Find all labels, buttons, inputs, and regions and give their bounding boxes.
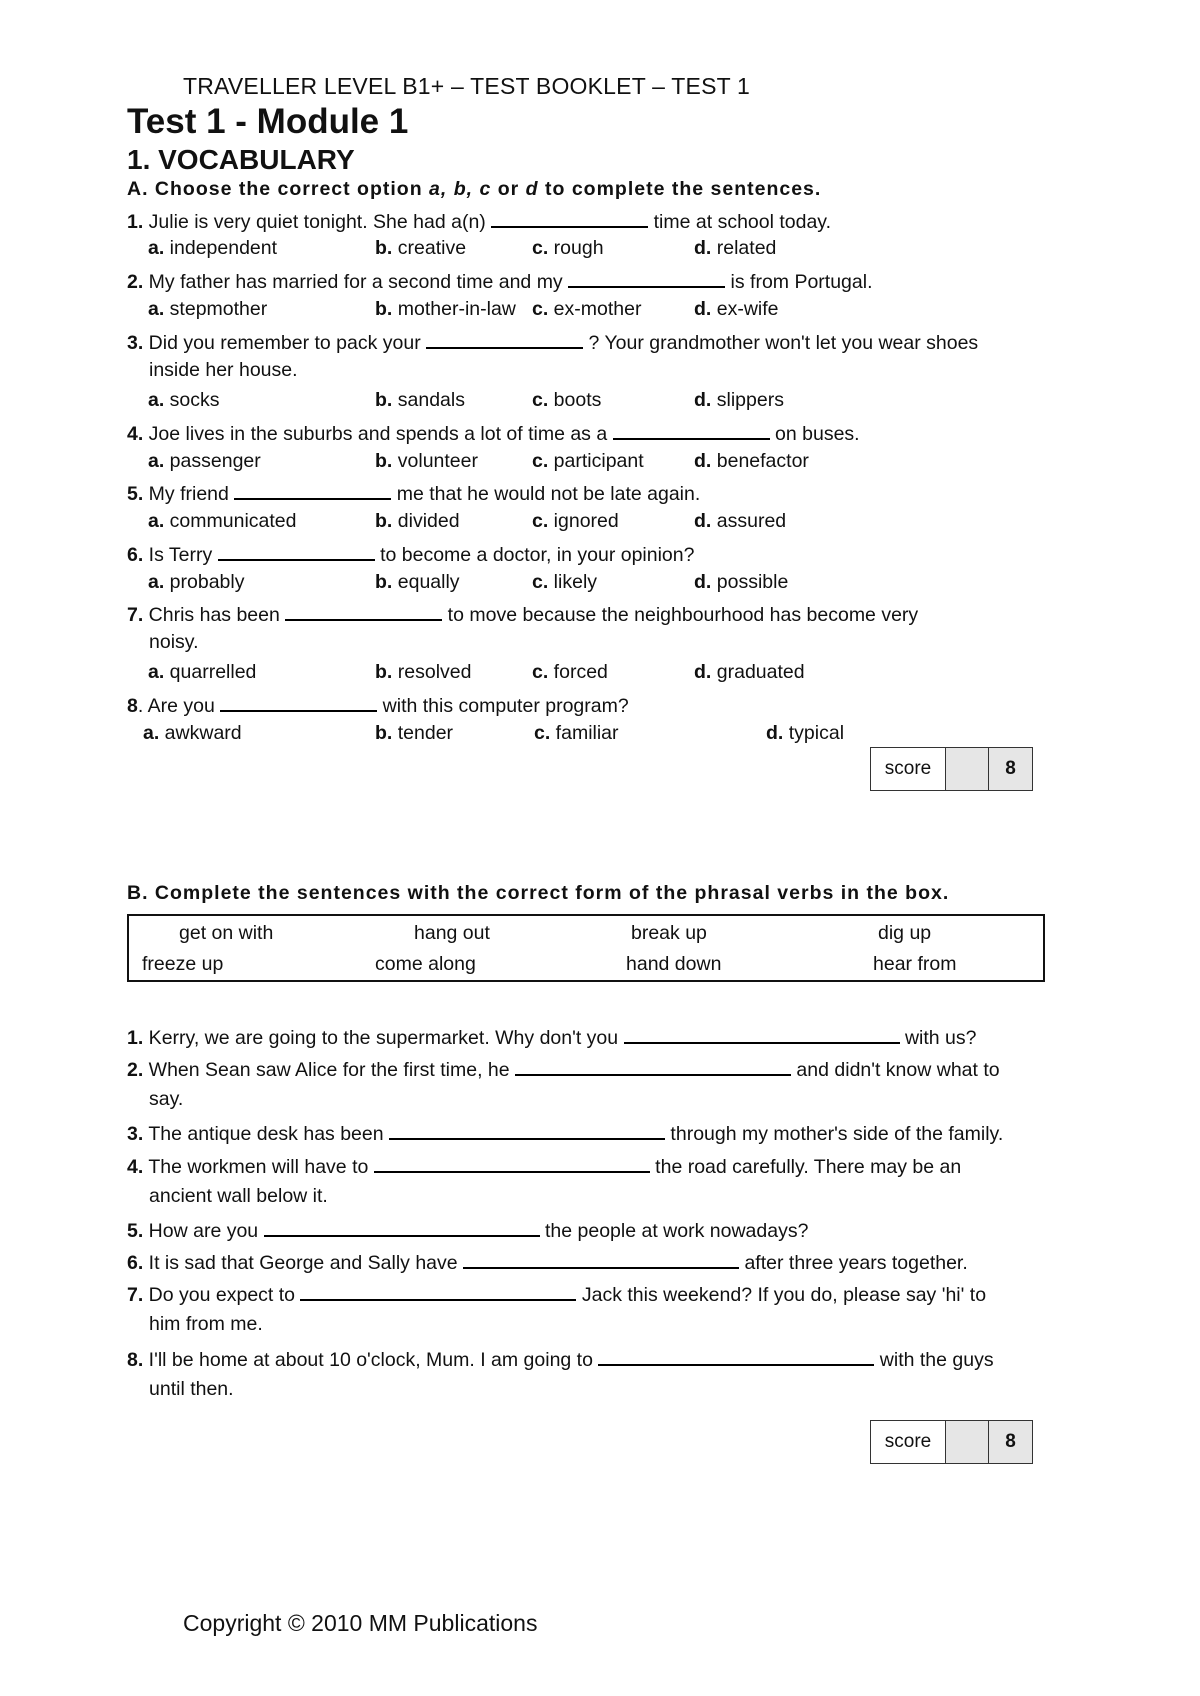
sentence-text-before: How are you bbox=[143, 1220, 264, 1242]
answer-blank[interactable] bbox=[613, 420, 770, 440]
sentence-2 bbox=[127, 1056, 1000, 1082]
option-letter: b. bbox=[375, 237, 393, 259]
sentence-number: 8. bbox=[127, 1349, 144, 1371]
answer-blank[interactable] bbox=[374, 1153, 650, 1173]
option-letter: c. bbox=[532, 237, 549, 259]
option-text: ex-wife bbox=[711, 298, 779, 320]
sentence-7 bbox=[127, 1281, 986, 1307]
option-text: tender bbox=[392, 722, 454, 744]
question-text-after: is from Portugal. bbox=[725, 271, 873, 293]
box-item: break up bbox=[631, 922, 707, 944]
option-c[interactable] bbox=[532, 571, 597, 594]
page-title: Test 1 - Module 1 bbox=[127, 102, 409, 141]
option-text: possible bbox=[711, 571, 789, 593]
box-item: hear from bbox=[873, 953, 957, 975]
sentence-number: 7. bbox=[127, 1284, 144, 1306]
question-text-before: Is Terry bbox=[143, 544, 218, 566]
option-text: independent bbox=[164, 237, 278, 259]
question-continuation: inside her house. bbox=[149, 359, 298, 381]
question-4 bbox=[127, 420, 860, 446]
option-text: familiar bbox=[550, 722, 619, 744]
sentence-text-after: with the guys bbox=[874, 1349, 994, 1371]
option-b[interactable] bbox=[375, 661, 471, 684]
answer-blank[interactable] bbox=[300, 1281, 576, 1301]
sentence-text-before: I'll be home at about 10 o'clock, Mum. I am going to bbox=[143, 1349, 599, 1371]
option-letter: b. bbox=[375, 661, 393, 683]
question-5 bbox=[127, 480, 700, 506]
box-item: dig up bbox=[878, 922, 932, 944]
section-heading: 1. VOCABULARY bbox=[127, 144, 355, 175]
option-d[interactable] bbox=[694, 389, 784, 412]
option-letter: d. bbox=[694, 661, 712, 683]
option-text: mother-in-law bbox=[392, 298, 516, 320]
option-c[interactable] bbox=[532, 389, 601, 412]
option-text: resolved bbox=[392, 661, 472, 683]
question-text-after: to become a doctor, in your opinion? bbox=[374, 544, 695, 566]
sentence-continuation: him from me. bbox=[149, 1313, 263, 1335]
option-c[interactable] bbox=[532, 510, 619, 533]
sentence-continuation: say. bbox=[149, 1088, 184, 1110]
option-a[interactable] bbox=[148, 450, 261, 473]
score-label: score bbox=[871, 1421, 946, 1463]
option-text: socks bbox=[164, 389, 220, 411]
option-b[interactable] bbox=[375, 510, 460, 533]
box-item: come along bbox=[375, 953, 476, 975]
sentence-text-after: after three years together. bbox=[739, 1252, 968, 1274]
box-item: get on with bbox=[179, 922, 274, 944]
sentence-text-after: through my mother's side of the family. bbox=[665, 1123, 1004, 1145]
option-b[interactable] bbox=[375, 571, 460, 594]
option-b[interactable] bbox=[375, 298, 516, 321]
option-a[interactable] bbox=[148, 661, 256, 684]
option-c[interactable] bbox=[532, 661, 608, 684]
option-text: rough bbox=[548, 237, 604, 259]
option-letter: a. bbox=[148, 298, 165, 320]
option-c[interactable] bbox=[532, 298, 641, 321]
option-c[interactable] bbox=[532, 237, 604, 260]
option-text: quarrelled bbox=[164, 661, 257, 683]
sentence-8 bbox=[127, 1346, 994, 1372]
sentence-text-before: It is sad that George and Sally have bbox=[143, 1252, 464, 1274]
answer-blank[interactable] bbox=[234, 480, 391, 500]
option-letter: a. bbox=[143, 722, 160, 744]
option-text: graduated bbox=[711, 661, 805, 683]
option-letter: c. bbox=[532, 389, 549, 411]
question-text-after: time at school today. bbox=[648, 211, 832, 233]
question-text-before: Joe lives in the suburbs and spends a lot of time as a bbox=[143, 423, 613, 445]
sentence-text-after: and didn't know what to bbox=[791, 1059, 1000, 1081]
sentence-text-before: The workmen will have to bbox=[143, 1156, 374, 1178]
question-text-before: . Are you bbox=[137, 695, 221, 717]
option-d[interactable] bbox=[766, 722, 844, 745]
question-number: 6. bbox=[127, 544, 144, 566]
sentence-number: 1. bbox=[127, 1027, 144, 1049]
option-letter: c. bbox=[532, 571, 549, 593]
answer-blank[interactable] bbox=[463, 1249, 739, 1269]
option-text: sandals bbox=[392, 389, 465, 411]
question-2 bbox=[127, 268, 873, 294]
option-letter: d. bbox=[694, 450, 712, 472]
sentence-continuation: until then. bbox=[149, 1378, 234, 1400]
question-continuation: noisy. bbox=[149, 631, 199, 653]
question-number: 5. bbox=[127, 483, 144, 505]
option-text: creative bbox=[392, 237, 467, 259]
option-letter: b. bbox=[375, 722, 393, 744]
question-8 bbox=[127, 692, 629, 718]
answer-blank[interactable] bbox=[426, 329, 583, 349]
option-text: typical bbox=[783, 722, 845, 744]
option-letter: a. bbox=[148, 450, 165, 472]
answer-blank[interactable] bbox=[264, 1217, 540, 1237]
option-letter: b. bbox=[375, 450, 393, 472]
option-text: forced bbox=[548, 661, 608, 683]
score-max: 8 bbox=[989, 748, 1032, 790]
score-input[interactable] bbox=[946, 748, 989, 790]
sentence-text-before: Kerry, we are going to the supermarket. Why don't you bbox=[143, 1027, 624, 1049]
box-item: hang out bbox=[414, 922, 490, 944]
answer-blank[interactable] bbox=[598, 1346, 874, 1366]
option-text: ex-mother bbox=[548, 298, 642, 320]
sentence-number: 6. bbox=[127, 1252, 144, 1274]
option-letter: d. bbox=[694, 237, 712, 259]
option-text: communicated bbox=[164, 510, 297, 532]
option-a[interactable] bbox=[148, 389, 220, 412]
question-number: 4. bbox=[127, 423, 144, 445]
answer-blank[interactable] bbox=[389, 1120, 665, 1140]
question-text-before: Chris has been bbox=[143, 604, 286, 626]
option-text: ignored bbox=[548, 510, 619, 532]
option-letter: c. bbox=[532, 661, 549, 683]
answer-blank[interactable] bbox=[624, 1024, 900, 1044]
option-text: equally bbox=[392, 571, 460, 593]
option-a[interactable] bbox=[143, 722, 242, 745]
answer-blank[interactable] bbox=[491, 208, 648, 228]
option-b[interactable] bbox=[375, 450, 478, 473]
part-b-instruction: B. Complete the sentences with the correct form of the phrasal verbs in the box. bbox=[127, 882, 950, 904]
sentence-number: 4. bbox=[127, 1156, 144, 1178]
question-text-before: My friend bbox=[143, 483, 235, 505]
option-c[interactable] bbox=[534, 722, 619, 745]
sentence-text-after: the road carefully. There may be an bbox=[649, 1156, 962, 1178]
option-letter: a. bbox=[148, 237, 165, 259]
question-text-after: to move because the neighbourhood has become very bbox=[442, 604, 919, 626]
sentence-number: 2. bbox=[127, 1059, 144, 1081]
sentence-text-after: with us? bbox=[899, 1027, 977, 1049]
option-b[interactable] bbox=[375, 389, 465, 412]
option-text: likely bbox=[548, 571, 598, 593]
option-d[interactable] bbox=[694, 571, 788, 594]
sentence-4 bbox=[127, 1153, 961, 1179]
question-number: 2. bbox=[127, 271, 144, 293]
option-text: slippers bbox=[711, 389, 784, 411]
question-3 bbox=[127, 329, 978, 355]
sentence-1 bbox=[127, 1024, 976, 1050]
option-letter: d. bbox=[766, 722, 784, 744]
part-b-score-box bbox=[870, 1420, 1033, 1464]
score-input[interactable] bbox=[946, 1421, 989, 1463]
question-text-before: Julie is very quiet tonight. She had a(n) bbox=[143, 211, 492, 233]
option-text: participant bbox=[548, 450, 644, 472]
sentence-number: 5. bbox=[127, 1220, 144, 1242]
answer-blank[interactable] bbox=[285, 601, 442, 621]
option-letter: b. bbox=[375, 389, 393, 411]
sentence-3 bbox=[127, 1120, 1003, 1146]
part-a-instruction: A. Choose the correct option a, b, c or d to complete the sentences. bbox=[127, 178, 822, 200]
option-letter: d. bbox=[694, 298, 712, 320]
option-letter: c. bbox=[532, 510, 549, 532]
option-letter: d. bbox=[694, 510, 712, 532]
option-d[interactable] bbox=[694, 450, 809, 473]
option-letter: b. bbox=[375, 571, 393, 593]
sentence-text-before: When Sean saw Alice for the first time, he bbox=[143, 1059, 516, 1081]
question-number: 8 bbox=[127, 695, 138, 717]
question-number: 3. bbox=[127, 332, 144, 354]
question-text-before: My father has married for a second time and my bbox=[143, 271, 569, 293]
option-letter: b. bbox=[375, 510, 393, 532]
question-number: 1. bbox=[127, 211, 144, 233]
question-text-before: Did you remember to pack your bbox=[143, 332, 427, 354]
copyright-footer: Copyright © 2010 MM Publications bbox=[183, 1610, 538, 1636]
option-text: divided bbox=[392, 510, 460, 532]
option-letter: b. bbox=[375, 298, 393, 320]
option-text: passenger bbox=[164, 450, 261, 472]
option-letter: d. bbox=[694, 389, 712, 411]
option-a[interactable] bbox=[148, 237, 277, 260]
sentence-5 bbox=[127, 1217, 808, 1243]
score-label: score bbox=[871, 748, 946, 790]
answer-blank[interactable] bbox=[218, 541, 375, 561]
phrasal-verb-box bbox=[127, 914, 1045, 982]
option-text: probably bbox=[164, 571, 245, 593]
option-letter: d. bbox=[694, 571, 712, 593]
option-d[interactable] bbox=[694, 661, 805, 684]
sentence-6 bbox=[127, 1249, 968, 1275]
score-max: 8 bbox=[989, 1421, 1032, 1463]
option-d[interactable] bbox=[694, 237, 776, 260]
box-item: freeze up bbox=[142, 953, 224, 975]
box-item: hand down bbox=[626, 953, 722, 975]
question-7 bbox=[127, 601, 918, 627]
sentence-continuation: ancient wall below it. bbox=[149, 1185, 328, 1207]
option-a[interactable] bbox=[148, 298, 267, 321]
option-b[interactable] bbox=[375, 237, 466, 260]
question-number: 7. bbox=[127, 604, 144, 626]
answer-blank[interactable] bbox=[220, 692, 377, 712]
page-header: TRAVELLER LEVEL B1+ – TEST BOOKLET – TEST 1 bbox=[183, 73, 751, 99]
sentence-text-before: Do you expect to bbox=[143, 1284, 301, 1306]
option-text: stepmother bbox=[164, 298, 268, 320]
option-letter: c. bbox=[532, 450, 549, 472]
answer-blank[interactable] bbox=[515, 1056, 791, 1076]
option-a[interactable] bbox=[148, 510, 297, 533]
option-d[interactable] bbox=[694, 510, 786, 533]
option-letter: a. bbox=[148, 661, 165, 683]
option-text: boots bbox=[548, 389, 602, 411]
option-b[interactable] bbox=[375, 722, 453, 745]
option-c[interactable] bbox=[532, 450, 644, 473]
sentence-text-after: Jack this weekend? If you do, please say 'hi' to bbox=[576, 1284, 987, 1306]
option-letter: c. bbox=[532, 298, 549, 320]
answer-blank[interactable] bbox=[568, 268, 725, 288]
option-text: awkward bbox=[159, 722, 242, 744]
part-a-score-box bbox=[870, 747, 1033, 791]
option-letter: a. bbox=[148, 510, 165, 532]
question-text-after: with this computer program? bbox=[377, 695, 629, 717]
question-text-after: on buses. bbox=[769, 423, 860, 445]
option-d[interactable] bbox=[694, 298, 779, 321]
question-text-after: me that he would not be late again. bbox=[391, 483, 701, 505]
sentence-number: 3. bbox=[127, 1123, 144, 1145]
option-a[interactable] bbox=[148, 571, 244, 594]
option-text: assured bbox=[711, 510, 787, 532]
option-letter: c. bbox=[534, 722, 551, 744]
sentence-text-before: The antique desk has been bbox=[143, 1123, 390, 1145]
option-text: related bbox=[711, 237, 777, 259]
question-text-after: ? Your grandmother won't let you wear shoes bbox=[583, 332, 979, 354]
question-1 bbox=[127, 208, 831, 234]
option-letter: a. bbox=[148, 571, 165, 593]
option-text: benefactor bbox=[711, 450, 809, 472]
question-6 bbox=[127, 541, 694, 567]
option-letter: a. bbox=[148, 389, 165, 411]
option-text: volunteer bbox=[392, 450, 478, 472]
sentence-text-after: the people at work nowadays? bbox=[539, 1220, 809, 1242]
